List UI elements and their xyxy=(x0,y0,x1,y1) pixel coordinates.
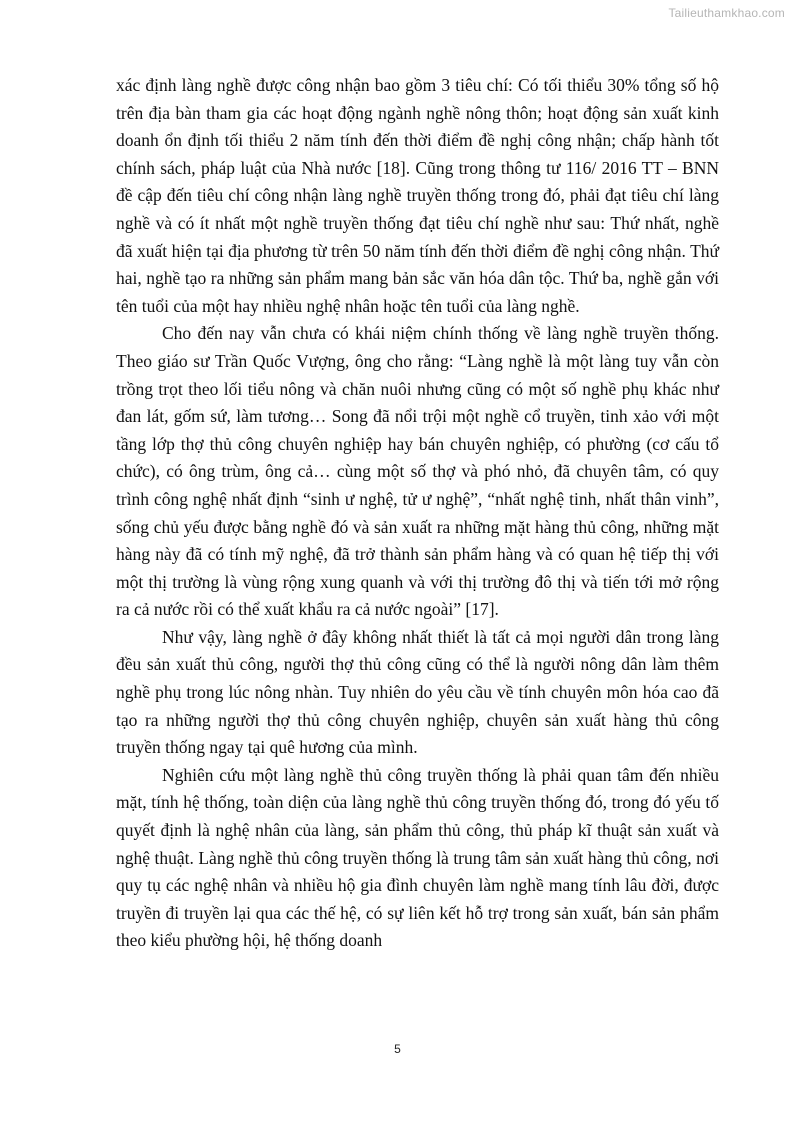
page-number: 5 xyxy=(394,1042,401,1056)
watermark-text: Tailieuthamkhao.com xyxy=(668,6,785,20)
document-body xyxy=(116,72,719,955)
paragraph-continuation: xác định làng nghề được công nhận bao gồm 3 tiêu chí: Có tối thiểu 30% tổng số hộ trên địa bàn tham gia các hoạt động ngành nghề nông thôn; hoạt động sản xuất kinh doanh ổn định tối thiểu 2 năm tính đến thời điểm đề nghị công nhận; chấp hành tốt chính sách, pháp luật của Nhà nước [18]. Cũng trong thông tư 116/ 2016 TT – BNN đề cập đến tiêu chí công nhận làng nghề truyền thống trong đó, phải đạt tiêu chí làng nghề và có ít nhất một nghề truyền thống đạt tiêu chí nghề như sau: Thứ nhất, nghề đã xuất hiện tại địa phương từ trên 50 năm tính đến thời điểm đề nghị công nhận. Thứ hai, nghề tạo ra những sản phẩm mang bản sắc văn hóa dân tộc. Thứ ba, nghề gắn với tên tuổi của một hay nhiều nghệ nhân hoặc tên tuổi của làng nghề. xyxy=(116,75,719,316)
paragraph: Nghiên cứu một làng nghề thủ công truyền thống là phải quan tâm đến nhiều mặt, tính hệ thống, toàn diện của làng nghề thủ công truyền thống đó, trong đó yếu tố quyết định là nghệ nhân của làng, sản phẩm thủ công, thủ pháp kĩ thuật sản xuất và nghệ thuật. Làng nghề thủ công truyền thống là trung tâm sản xuất hàng thủ công, nơi quy tụ các nghệ nhân và nhiều hộ gia đình chuyên làm nghề mang tính lâu đời, được truyền đi truyền lại qua các thế hệ, có sự liên kết hỗ trợ trong sản xuất, bán sản phẩm theo kiểu phường hội, hệ thống doanh xyxy=(116,764,719,951)
paragraph: Như vậy, làng nghề ở đây không nhất thiết là tất cả mọi người dân trong làng đều sản xuất thủ công, người thợ thủ công cũng có thể là người nông dân làm thêm nghề phụ trong lúc nông nhàn. Tuy nhiên do yêu cầu về tính chuyên môn hóa cao đã tạo ra những người thợ thủ công chuyên nghiệp, chuyên sản xuất hàng thủ công truyền thống ngay tại quê hương của mình. xyxy=(116,626,719,758)
paragraph: Cho đến nay vẫn chưa có khái niệm chính thống về làng nghề truyền thống. Theo giáo sư Trần Quốc Vượng, ông cho rằng: “Làng nghề là một làng tuy vẫn còn trồng trọt theo lối tiểu nông và chăn nuôi nhưng cũng có một số nghề phụ khác như đan lát, gốm sứ, làm tương… Song đã nổi trội một nghề cổ truyền, tinh xảo với một tầng lớp thợ thủ công chuyên nghiệp hay bán chuyên nghiệp, có phường (cơ cấu tổ chức), có ông trùm, ông cả… cùng một số thợ và phó nhỏ, đã chuyên tâm, có quy trình công nghệ nhất định “sinh ư nghệ, tử ư nghệ”, “nhất nghệ tinh, nhất thân vinh”, sống chủ yếu được bằng nghề đó và sản xuất ra những mặt hàng thủ công, những mặt hàng này đã có tính mỹ nghệ, đã trở thành sản phẩm hàng và có quan hệ tiếp thị với một thị trường là vùng rộng xung quanh và với thị trường đô thị và tiến tới mở rộng ra cả nước rồi có thể xuất khẩu ra cả nước ngoài” [17]. xyxy=(116,323,719,620)
